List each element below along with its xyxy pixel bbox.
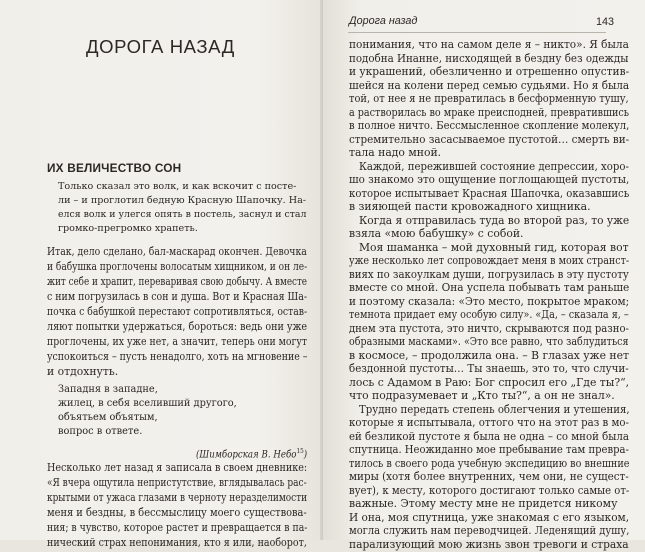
body-line: Каждой, пережившей состояние депрессии, хоро-: [359, 159, 629, 173]
footnote-marker: 15: [296, 447, 304, 455]
body-line: понимания, что на самом деле я – никто». Я была: [349, 38, 629, 51]
body-line: с ним погрузилась в сон и душа. Вот и Красная Ша-: [47, 290, 308, 303]
body-line: вует), к месту, которого достигают только самые от-: [349, 483, 630, 497]
body-line: крытыми от ужаса глазами в черноту неразделимости: [47, 491, 308, 504]
body-line: Итак, дело сделано, бал-маскарад окончен. Девочка: [47, 245, 307, 258]
epigraph-line: ли – и проглотил бедную Красную Шапочку. На-: [58, 195, 307, 206]
body-line: шейся на колени перед семью судьями. Но я была: [349, 78, 630, 92]
body-line: и украшений, обезличенно и отрешенно опустив-: [349, 65, 630, 78]
body-line: днем эта пустота, это ничто, скрываются под разно-: [349, 321, 629, 335]
poem-line: Западня в западне,: [58, 384, 158, 395]
body-line: которое испытывает Красная Шапочка, оказавшись: [349, 186, 630, 200]
body-line: Несколько лет назад я записала в своем дневнике:: [47, 461, 308, 474]
body-line: в зияющей пасти кровожадного хищника.: [349, 200, 591, 213]
body-line: могла служить нам переводчицей. Леденящий душу,: [349, 524, 630, 537]
poem-line: вопрос в ответе.: [58, 426, 143, 437]
section-heading: ИХ ВЕЛИЧЕСТВО СОН: [47, 161, 182, 175]
body-line: важные. Этому месту мне не придется никому: [349, 497, 618, 510]
body-line: тилось в своего рода учебную экспедицию во внешние: [349, 456, 630, 470]
body-line: подобна Инанне, нисходящей в бездну без одежды: [349, 51, 629, 65]
body-line: ляют попытки удержаться, бороться: ведь они уже: [47, 320, 308, 333]
poem-line: объятьем объятым,: [58, 412, 158, 423]
body-line: которые я испытывала, оттого что на этот раз в мо-: [349, 416, 629, 429]
epigraph-line: Только сказал это волк, и как вскочит с посте-: [58, 181, 297, 192]
body-line: лось с Адамом в Раю: Бог спросил его „Где ты?“,: [349, 375, 630, 389]
right-page: [323, 0, 645, 551]
body-line: ния; в чувство, которое растет и превращается в па-: [47, 521, 308, 534]
body-line: тала надо мной.: [349, 146, 442, 159]
body-line: нический страх непонимания, кто я или, наоборот,: [47, 536, 307, 549]
body-line: спутница. Неожиданно мое пребывание там превра-: [349, 443, 629, 456]
body-line: бездонной пустоты… Ты знаешь, это то, что случи-: [349, 362, 629, 375]
body-line: миры (хотя более внутренних, чем они, не сущест-: [349, 470, 629, 483]
poem-attribution-text: (Шимборская В. Небо: [196, 449, 297, 461]
body-line: в полное ничто. Бессмысленное скопление молекул,: [349, 119, 630, 132]
body-line: стремительно засасываемое пустотой… смерть ви-: [349, 132, 630, 146]
body-line: И она, моя спутница, уже знакомая с его языком,: [349, 510, 630, 524]
body-line: вместе со мной. Она успела побывать там раньше: [349, 281, 630, 294]
body-line: взяла «мою бабушку» с собой.: [349, 227, 524, 240]
page-number: 143: [596, 16, 615, 28]
body-line: виях по закоулкам души, погрузилась в эту пустоту: [349, 267, 629, 281]
body-line: Когда я отправилась туда во второй раз, то уже: [359, 213, 630, 227]
body-line: и поэтому сказала: «Это место, покрытое мраком;: [349, 294, 630, 308]
body-line: а растворилась во мраке преисподней, превратившись: [349, 105, 630, 119]
body-line: в космосе, – продолжила она. – В глазах уже нет: [349, 348, 629, 362]
body-line: что подразумевает и „Кто ты?“, а он не знал».: [349, 389, 615, 402]
body-line: и бабушка проглочены волосатым хищником, и он ле-: [47, 260, 308, 273]
header-rule: [348, 32, 606, 33]
body-line: «Я вчера ощутила непристутствие, вглядывалась рас-: [47, 476, 307, 489]
body-line: Моя шаманка – мой духовный гид, которая вот: [359, 240, 629, 254]
body-line: парализующий мою жизнь звон тревоги и страха: [349, 537, 629, 551]
body-line: успокоиться – пусть ненадолго, хоть на мгновение –: [47, 350, 308, 363]
poem-line: жилец, в себя вселивший другого,: [58, 398, 237, 409]
body-line: почка с бабушкой перестают сопротивляться, остав-: [47, 305, 308, 318]
body-line: меня и бездны, в бессмыслицу моего существова-: [47, 506, 307, 519]
body-line: проглочены, их уже нет, а значит, теперь они могут: [47, 335, 308, 348]
running-head: Дорога назад: [349, 15, 418, 27]
body-line: той, от нее я не превратилась в бесформенную тушу,: [349, 92, 629, 105]
left-page: [0, 0, 323, 549]
body-line: жит себе и храпит, переваривая свою добычу. А вместе: [47, 275, 307, 288]
body-line: и отдохнуть.: [47, 365, 119, 378]
epigraph-line: громко-прегромко храпеть.: [58, 223, 198, 234]
poem-attribution: (Шимборская В. Небо$^{15}$): [196, 447, 308, 461]
chapter-title: ДОРОГА НАЗАД: [86, 36, 235, 57]
body-line: образными масками». «Это все равно, что заблудиться: [349, 335, 629, 348]
epigraph-line: елся волк и улегся опять в постель, заснул и стал: [58, 209, 307, 220]
body-line: Трудно передать степень облегчения и утешения,: [359, 402, 630, 416]
body-line: уже несколько лет сопровождает меня в моих странст-: [349, 254, 630, 267]
body-line: темнота придает ему особую силу». «Да, – сказала я, –: [349, 308, 629, 321]
body-line: ей безликой пустоте я была не одна – со мной была: [349, 429, 629, 443]
body-line: шо знакомо это ощущение поглощающей пустоты,: [349, 173, 630, 186]
